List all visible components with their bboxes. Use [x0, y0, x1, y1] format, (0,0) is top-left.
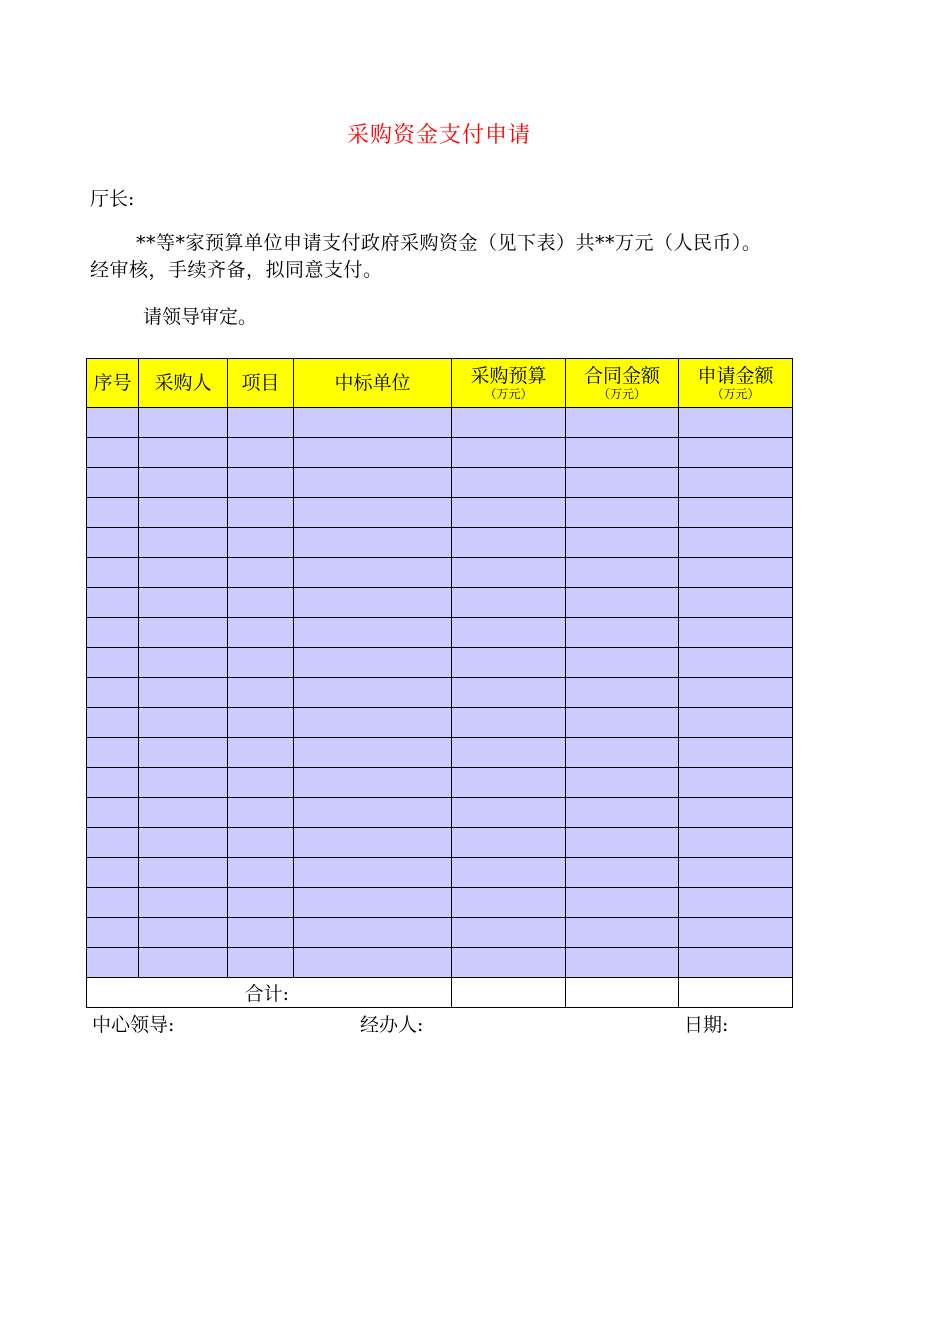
- total-contract-cell: [566, 978, 679, 1008]
- table-cell[interactable]: [228, 828, 294, 858]
- table-cell[interactable]: [228, 648, 294, 678]
- table-cell[interactable]: [139, 528, 228, 558]
- header-project: 项目: [228, 359, 294, 408]
- table-cell[interactable]: [566, 498, 679, 528]
- table-cell[interactable]: [566, 438, 679, 468]
- table-cell[interactable]: [87, 948, 139, 978]
- table-cell[interactable]: [566, 558, 679, 588]
- table-cell[interactable]: [679, 558, 793, 588]
- table-cell[interactable]: [679, 858, 793, 888]
- header-unit: （万元）: [597, 387, 646, 401]
- table-cell[interactable]: [139, 948, 228, 978]
- body-paragraph: **等*家预算单位申请支付政府采购资金（见下表）共**万元（人民币）。经审核，手续齐备，拟同意支付。: [90, 232, 762, 281]
- table-row: [87, 498, 793, 528]
- table-cell[interactable]: [139, 708, 228, 738]
- table-cell[interactable]: [679, 828, 793, 858]
- table-cell[interactable]: [228, 768, 294, 798]
- table-row: [87, 678, 793, 708]
- table-cell[interactable]: [87, 408, 139, 438]
- table-cell[interactable]: [566, 678, 679, 708]
- table-cell[interactable]: [566, 948, 679, 978]
- table-cell[interactable]: [679, 648, 793, 678]
- table-cell[interactable]: [228, 738, 294, 768]
- total-requested-cell: [679, 978, 793, 1008]
- table-cell[interactable]: [452, 948, 566, 978]
- table-header-row: [87, 359, 793, 408]
- table-cell[interactable]: [566, 888, 679, 918]
- table-cell[interactable]: [566, 708, 679, 738]
- table-cell[interactable]: [679, 678, 793, 708]
- table-row: [87, 558, 793, 588]
- table-cell[interactable]: [294, 918, 452, 948]
- table-row: [87, 648, 793, 678]
- table-cell[interactable]: [228, 468, 294, 498]
- table-cell[interactable]: [452, 558, 566, 588]
- table-cell[interactable]: [679, 618, 793, 648]
- table-cell[interactable]: [87, 618, 139, 648]
- table-cell[interactable]: [87, 498, 139, 528]
- table-cell[interactable]: [566, 468, 679, 498]
- table-cell[interactable]: [679, 408, 793, 438]
- table-cell[interactable]: [294, 798, 452, 828]
- table-cell[interactable]: [228, 948, 294, 978]
- table-cell[interactable]: [452, 678, 566, 708]
- table-cell[interactable]: [452, 528, 566, 558]
- table-cell[interactable]: [139, 828, 228, 858]
- table-row: [87, 618, 793, 648]
- table-cell[interactable]: [679, 948, 793, 978]
- salutation: 厅长:: [90, 188, 135, 210]
- table-row: [87, 828, 793, 858]
- table-cell[interactable]: [294, 648, 452, 678]
- table-cell[interactable]: [294, 948, 452, 978]
- date-field: 日期:: [684, 1014, 729, 1036]
- payment-table: [86, 358, 793, 1008]
- header-unit: （万元）: [484, 387, 533, 401]
- table-cell[interactable]: [139, 768, 228, 798]
- table-cell[interactable]: [228, 408, 294, 438]
- table-cell[interactable]: [87, 858, 139, 888]
- table-cell[interactable]: [566, 588, 679, 618]
- center-leader-signature: 中心领导:: [92, 1014, 175, 1036]
- table-cell[interactable]: [87, 528, 139, 558]
- table-cell[interactable]: [452, 648, 566, 678]
- table-cell[interactable]: [228, 438, 294, 468]
- header-contract-amount: 合同金额 （万元）: [566, 359, 679, 408]
- table-row: [87, 528, 793, 558]
- total-budget-cell: [452, 978, 566, 1008]
- table-row: [87, 798, 793, 828]
- table-cell[interactable]: [452, 858, 566, 888]
- table-cell[interactable]: [139, 798, 228, 828]
- table-cell[interactable]: [452, 498, 566, 528]
- table-cell[interactable]: [87, 438, 139, 468]
- table-cell[interactable]: [139, 558, 228, 588]
- table-cell[interactable]: [139, 588, 228, 618]
- table-cell[interactable]: [294, 828, 452, 858]
- table-cell[interactable]: [87, 768, 139, 798]
- table-cell[interactable]: [228, 858, 294, 888]
- table-cell[interactable]: [87, 468, 139, 498]
- table-cell[interactable]: [679, 768, 793, 798]
- table-cell[interactable]: [294, 528, 452, 558]
- header-requested-amount: 申请金额 （万元）: [679, 359, 793, 408]
- table-cell[interactable]: [294, 588, 452, 618]
- table-cell[interactable]: [228, 918, 294, 948]
- table-cell[interactable]: [566, 918, 679, 948]
- table-cell[interactable]: [679, 918, 793, 948]
- table-cell[interactable]: [452, 918, 566, 948]
- table-cell[interactable]: [452, 438, 566, 468]
- table-cell[interactable]: [139, 888, 228, 918]
- table-cell[interactable]: [566, 738, 679, 768]
- table-row: [87, 708, 793, 738]
- table-row: [87, 918, 793, 948]
- table-cell[interactable]: [139, 438, 228, 468]
- table-cell[interactable]: [139, 858, 228, 888]
- table-cell[interactable]: [139, 498, 228, 528]
- document-title: 采购资金支付申请: [346, 123, 531, 148]
- table-row: [87, 888, 793, 918]
- table-cell[interactable]: [452, 888, 566, 918]
- table-cell[interactable]: [87, 828, 139, 858]
- total-label: 合计:: [87, 978, 452, 1008]
- table-cell[interactable]: [452, 408, 566, 438]
- table-cell[interactable]: [228, 798, 294, 828]
- table-cell[interactable]: [294, 678, 452, 708]
- table-cell[interactable]: [452, 618, 566, 648]
- table-cell[interactable]: [294, 858, 452, 888]
- header-unit: （万元）: [711, 387, 760, 401]
- header-purchase-budget: 采购预算 （万元）: [452, 359, 566, 408]
- table-cell[interactable]: [87, 738, 139, 768]
- table-cell[interactable]: [566, 648, 679, 678]
- request-approval-text: 请领导审定。: [143, 306, 258, 328]
- table-cell[interactable]: [566, 798, 679, 828]
- table-cell[interactable]: [228, 888, 294, 918]
- table-cell[interactable]: [87, 588, 139, 618]
- table-cell[interactable]: [452, 828, 566, 858]
- table-cell[interactable]: [228, 558, 294, 588]
- table-cell[interactable]: [679, 498, 793, 528]
- table-cell[interactable]: [679, 798, 793, 828]
- table-cell[interactable]: [139, 918, 228, 948]
- table-cell[interactable]: [87, 558, 139, 588]
- table-cell[interactable]: [679, 468, 793, 498]
- table-cell[interactable]: [452, 738, 566, 768]
- table-cell[interactable]: [228, 618, 294, 648]
- table-row: [87, 438, 793, 468]
- table-cell[interactable]: [566, 768, 679, 798]
- header-winning-bidder: 中标单位: [294, 359, 452, 408]
- table-cell[interactable]: [679, 438, 793, 468]
- table-cell[interactable]: [139, 468, 228, 498]
- table-cell[interactable]: [566, 618, 679, 648]
- table-cell[interactable]: [452, 798, 566, 828]
- table-cell[interactable]: [294, 438, 452, 468]
- table-cell[interactable]: [87, 648, 139, 678]
- table-cell[interactable]: [294, 498, 452, 528]
- table-cell[interactable]: [452, 768, 566, 798]
- table-cell[interactable]: [294, 708, 452, 738]
- table-cell[interactable]: [452, 588, 566, 618]
- handler-signature: 经办人:: [360, 1014, 424, 1036]
- table-row: [87, 408, 793, 438]
- table-cell[interactable]: [294, 768, 452, 798]
- table-cell[interactable]: [139, 738, 228, 768]
- table-cell[interactable]: [139, 678, 228, 708]
- total-row: [87, 978, 793, 1008]
- table-row: [87, 768, 793, 798]
- table-cell[interactable]: [566, 408, 679, 438]
- table-cell[interactable]: [294, 468, 452, 498]
- table-cell[interactable]: [294, 408, 452, 438]
- table-cell[interactable]: [679, 528, 793, 558]
- table-row: [87, 858, 793, 888]
- table-cell[interactable]: [228, 528, 294, 558]
- table-row: [87, 588, 793, 618]
- table-cell[interactable]: [87, 708, 139, 738]
- table-cell[interactable]: [294, 558, 452, 588]
- table-cell[interactable]: [87, 678, 139, 708]
- table-cell[interactable]: [294, 888, 452, 918]
- table-row: [87, 948, 793, 978]
- table-cell[interactable]: [566, 528, 679, 558]
- table-cell[interactable]: [679, 888, 793, 918]
- table-row: [87, 468, 793, 498]
- table-cell[interactable]: [452, 708, 566, 738]
- table-cell[interactable]: [87, 798, 139, 828]
- table-cell[interactable]: [294, 618, 452, 648]
- header-index: 序号: [87, 359, 139, 408]
- table-cell[interactable]: [139, 648, 228, 678]
- table-row: [87, 738, 793, 768]
- table-cell[interactable]: [228, 588, 294, 618]
- table-cell[interactable]: [566, 858, 679, 888]
- table-cell[interactable]: [294, 738, 452, 768]
- table-cell[interactable]: [139, 618, 228, 648]
- table-cell[interactable]: [87, 918, 139, 948]
- table-body: [87, 408, 793, 978]
- table-cell[interactable]: [679, 588, 793, 618]
- table-cell[interactable]: [566, 828, 679, 858]
- table-cell[interactable]: [452, 468, 566, 498]
- header-purchaser: 采购人: [139, 359, 228, 408]
- table-cell[interactable]: [228, 678, 294, 708]
- table-cell[interactable]: [228, 708, 294, 738]
- table-cell[interactable]: [679, 708, 793, 738]
- table-cell[interactable]: [139, 408, 228, 438]
- table-cell[interactable]: [228, 498, 294, 528]
- table-cell[interactable]: [679, 738, 793, 768]
- table-cell[interactable]: [87, 888, 139, 918]
